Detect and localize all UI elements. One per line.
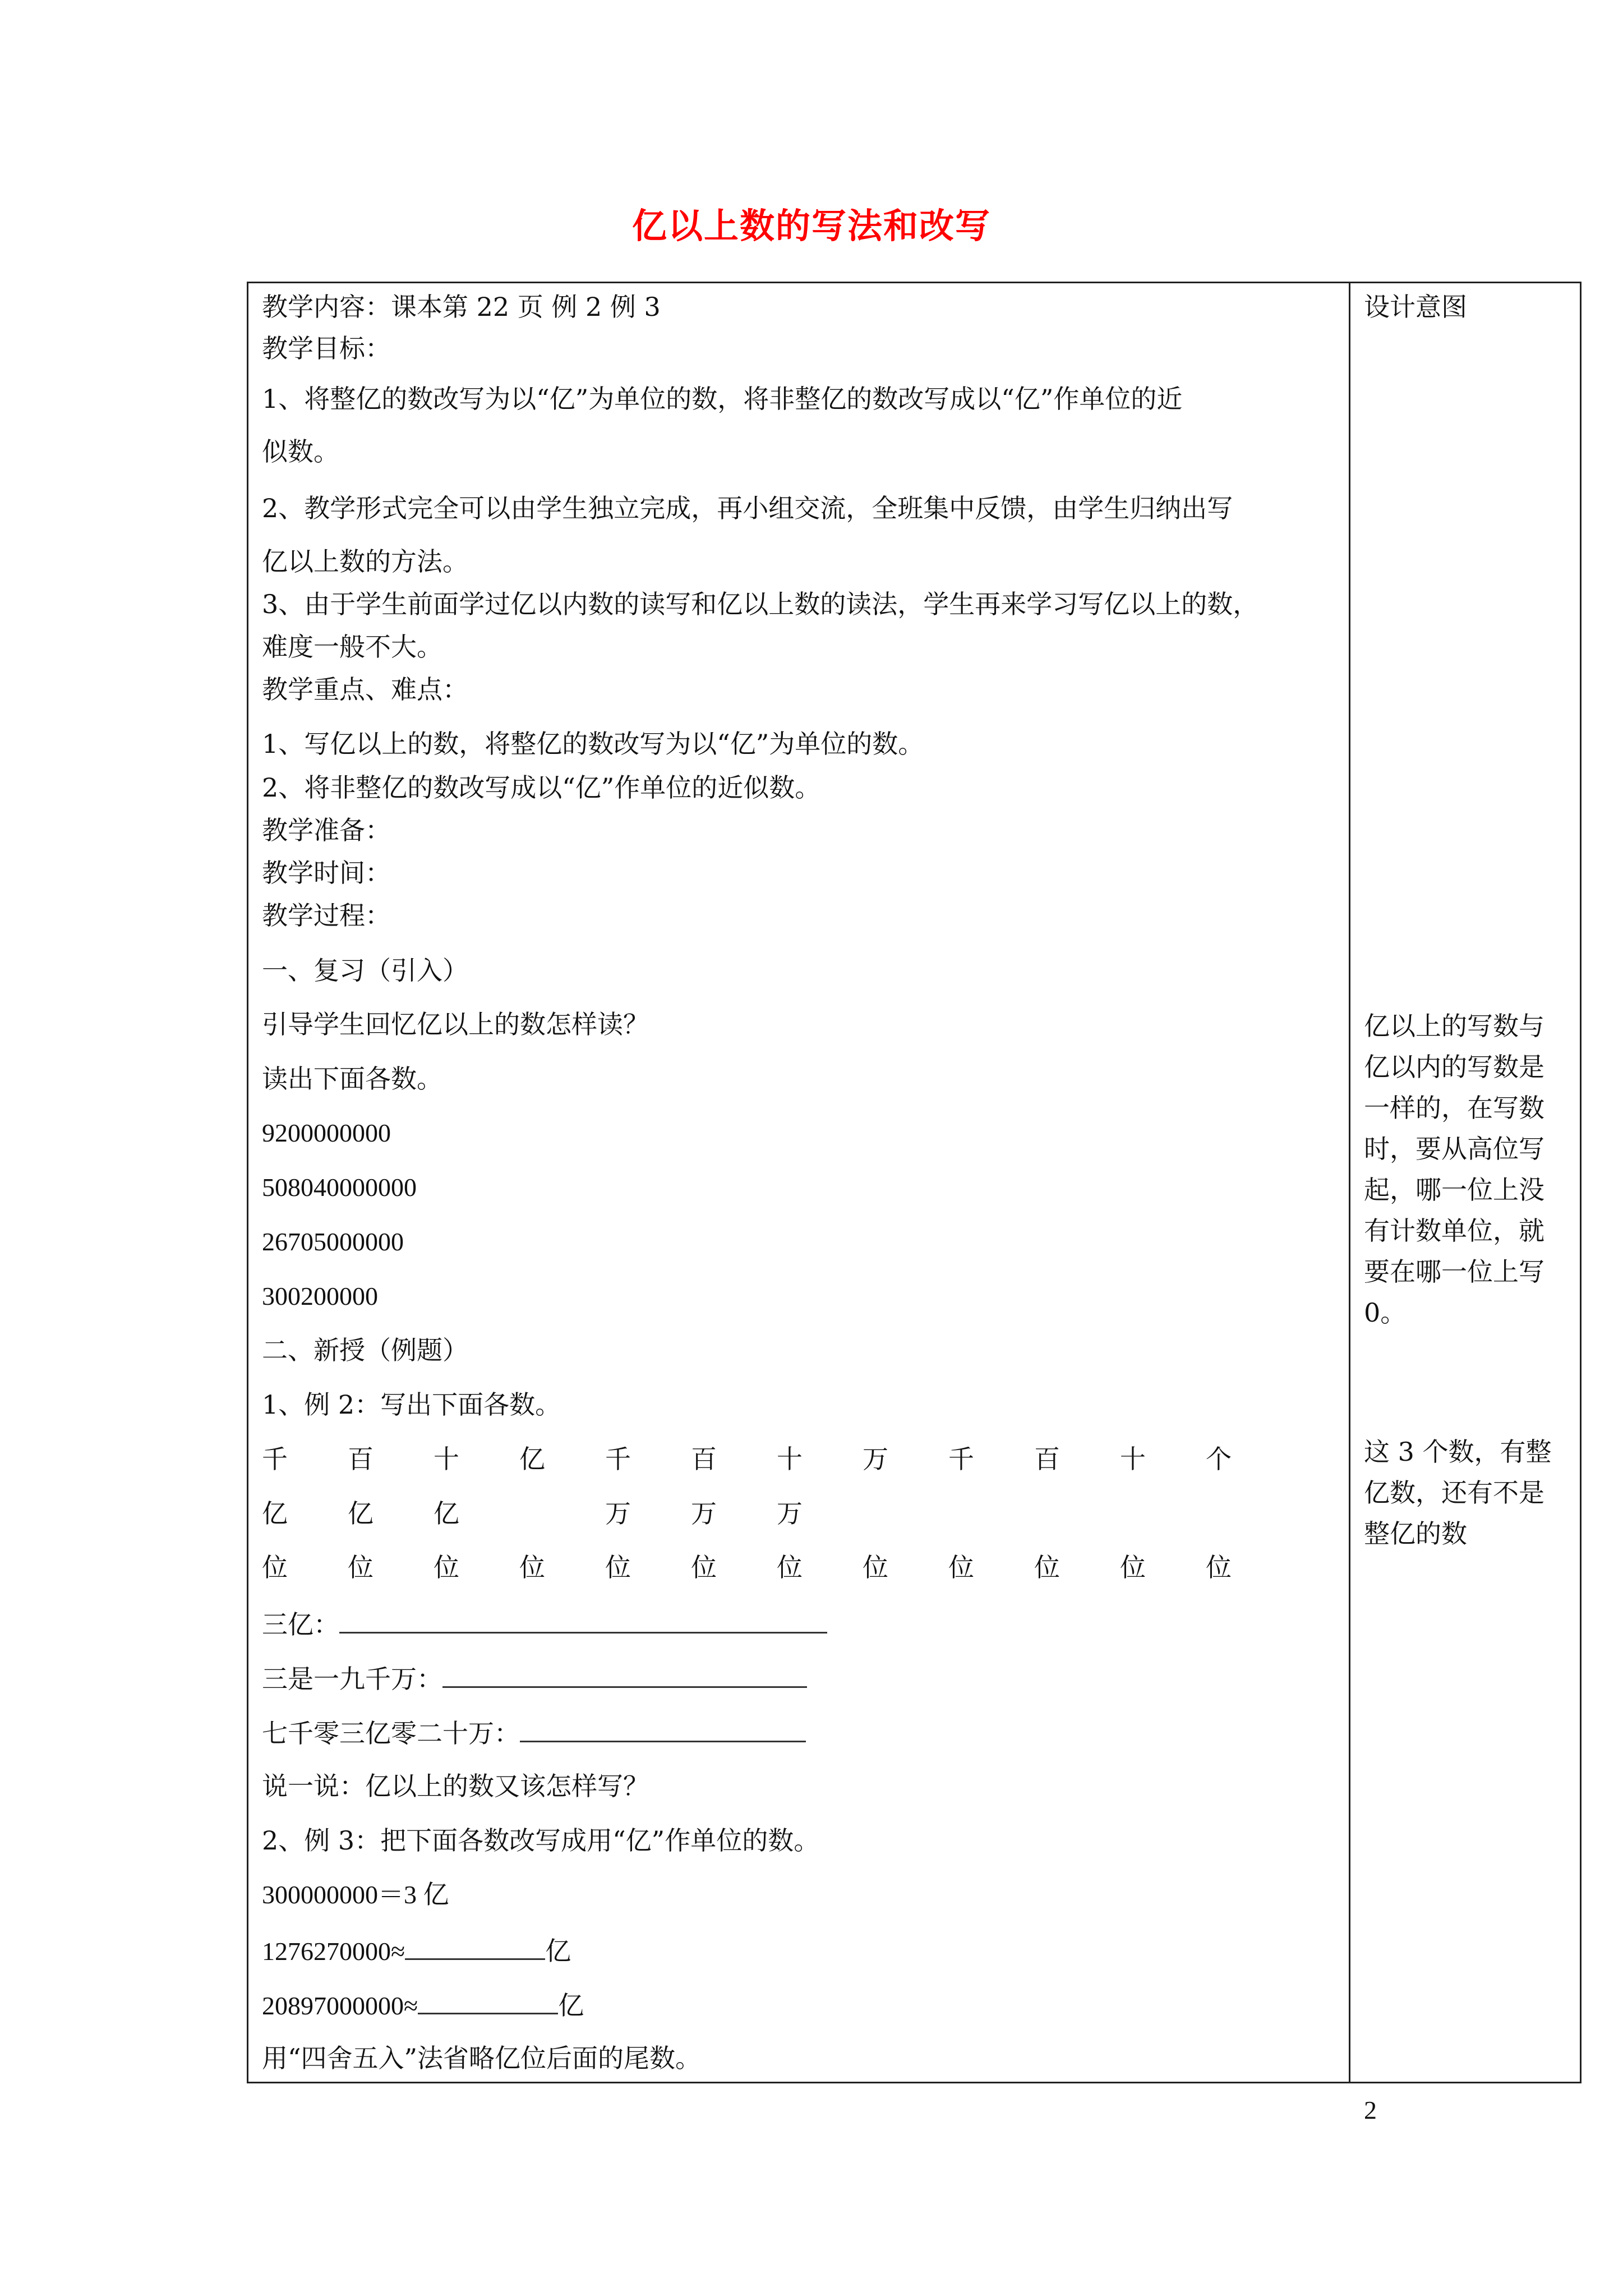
rounding-note: 用“四舍五入”法省略亿位后面的尾数。	[262, 2043, 702, 2073]
place-cell: 位	[1034, 1552, 1060, 1582]
place-cell: 百	[1034, 1444, 1060, 1474]
side-note-line: 亿以内的写数是	[1364, 1052, 1544, 1082]
document-title: 亿以上数的写法和改写	[631, 205, 991, 246]
place-cell: 位	[691, 1552, 717, 1582]
place-cell: 十	[434, 1444, 459, 1474]
example3-line-2	[262, 1936, 571, 1964]
place-cell: 位	[519, 1552, 545, 1582]
place-cell: 万	[605, 1498, 631, 1529]
place-cell: 千	[605, 1444, 631, 1474]
example2-title: 1、例 2：写出下面各数。	[262, 1389, 561, 1420]
side-note-line: 起，哪一位上没	[1364, 1175, 1544, 1205]
example3-line-3	[262, 1990, 584, 2019]
read-prompt: 读出下面各数。	[262, 1064, 442, 1094]
number-item: 508040000000	[262, 1173, 417, 1202]
side-note-line: 有计数单位，就	[1364, 1216, 1544, 1246]
place-cell: 百	[348, 1444, 374, 1474]
place-cell: 位	[863, 1552, 888, 1582]
time-line: 教学时间：	[262, 858, 391, 888]
unit-text: 亿	[558, 1991, 584, 2020]
side-note-line: 亿数，还有不是	[1364, 1478, 1544, 1508]
keypoint-1: 1、写亿以上的数，将整亿的数改写为以“亿”为单位的数。	[262, 729, 924, 759]
place-cell: 位	[948, 1552, 974, 1582]
place-cell: 亿	[262, 1498, 288, 1529]
place-cell: 十	[777, 1444, 803, 1474]
write-label: 七千零三亿零二十万：	[262, 1718, 520, 1749]
review-title: 一、复习（引入）	[262, 955, 468, 986]
side-note-line: 时，要从高位写	[1364, 1134, 1544, 1164]
number-item: 26705000000	[262, 1227, 404, 1256]
place-cell: 位	[348, 1552, 374, 1582]
place-cell: 万	[691, 1498, 717, 1529]
objective-3b: 难度一般不大。	[262, 632, 442, 662]
page-number: 2	[1364, 2096, 1377, 2124]
prep-line: 教学准备：	[262, 815, 391, 845]
place-cell: 千	[262, 1444, 288, 1474]
example3-line-1: 300000000＝3 亿	[262, 1880, 449, 1909]
number-text: 1276270000≈	[262, 1937, 405, 1966]
place-cell: 位	[1206, 1552, 1232, 1582]
unit-text: 亿	[545, 1937, 571, 1966]
answer-blank[interactable]	[418, 1990, 558, 2014]
keypoints-title: 教学重点、难点：	[262, 674, 468, 705]
side-note-line: 整亿的数	[1364, 1519, 1467, 1549]
answer-blank[interactable]	[520, 1718, 806, 1742]
new-title: 二、新授（例题）	[262, 1335, 468, 1365]
answer-blank[interactable]	[442, 1664, 807, 1688]
objectives-title: 教学目标：	[262, 333, 391, 364]
write-item-1	[262, 1609, 827, 1640]
side-note-line: 这 3 个数，有整	[1364, 1437, 1552, 1467]
number-item: 300200000	[262, 1282, 378, 1310]
place-cell: 百	[691, 1444, 717, 1474]
number-text: 20897000000≈	[262, 1991, 418, 2020]
place-cell: 位	[777, 1552, 803, 1582]
design-intent-header: 设计意图	[1364, 292, 1467, 322]
say-line: 说一说：亿以上的数又该怎样写？	[262, 1771, 649, 1801]
side-note-line: 亿以上的写数与	[1364, 1011, 1544, 1041]
number-item: 9200000000	[262, 1119, 391, 1147]
review-prompt: 引导学生回忆亿以上的数怎样读？	[262, 1009, 649, 1039]
side-note-line: 要在哪一位上写	[1364, 1257, 1544, 1287]
place-cell: 个	[1206, 1444, 1232, 1474]
place-cell: 万	[863, 1444, 888, 1474]
place-cell: 千	[948, 1444, 974, 1474]
objective-2a: 2、教学形式完全可以由学生独立完成，再小组交流，全班集中反馈，由学生归纳出写	[262, 493, 1233, 523]
write-item-2	[262, 1664, 807, 1692]
write-label: 三亿：	[262, 1609, 339, 1640]
side-note-line: 0。	[1364, 1297, 1407, 1328]
objective-3a: 3、由于学生前面学过亿以内数的读写和亿以上数的读法，学生再来学习写亿以上的数，	[262, 589, 1259, 619]
side-note-line: 一样的，在写数	[1364, 1093, 1544, 1123]
place-cell: 位	[262, 1552, 288, 1582]
content-line: 教学内容：课本第 22 页 例 2 例 3	[262, 292, 661, 322]
place-cell: 位	[605, 1552, 631, 1582]
place-cell: 亿	[348, 1498, 374, 1529]
place-cell: 位	[1120, 1552, 1146, 1582]
write-label: 三是一九千万：	[262, 1664, 442, 1694]
process-line: 教学过程：	[262, 900, 391, 931]
objective-1a: 1、将整亿的数改写为以“亿”为单位的数，将非整亿的数改写成以“亿”作单位的近	[262, 384, 1183, 414]
objective-2b: 亿以上数的方法。	[262, 546, 468, 577]
answer-blank[interactable]	[405, 1936, 545, 1960]
place-cell: 亿	[519, 1444, 545, 1474]
place-cell: 亿	[434, 1498, 459, 1529]
place-cell: 位	[434, 1552, 459, 1582]
column-divider	[1349, 282, 1350, 2083]
write-item-3	[262, 1718, 806, 1749]
place-cell: 十	[1120, 1444, 1146, 1474]
place-cell: 万	[777, 1498, 803, 1529]
example3-title: 2、例 3：把下面各数改写成用“亿”作单位的数。	[262, 1825, 820, 1856]
objective-1b: 似数。	[262, 436, 339, 467]
answer-blank[interactable]	[339, 1609, 827, 1634]
keypoint-2: 2、将非整亿的数改写成以“亿”作单位的近似数。	[262, 772, 821, 803]
